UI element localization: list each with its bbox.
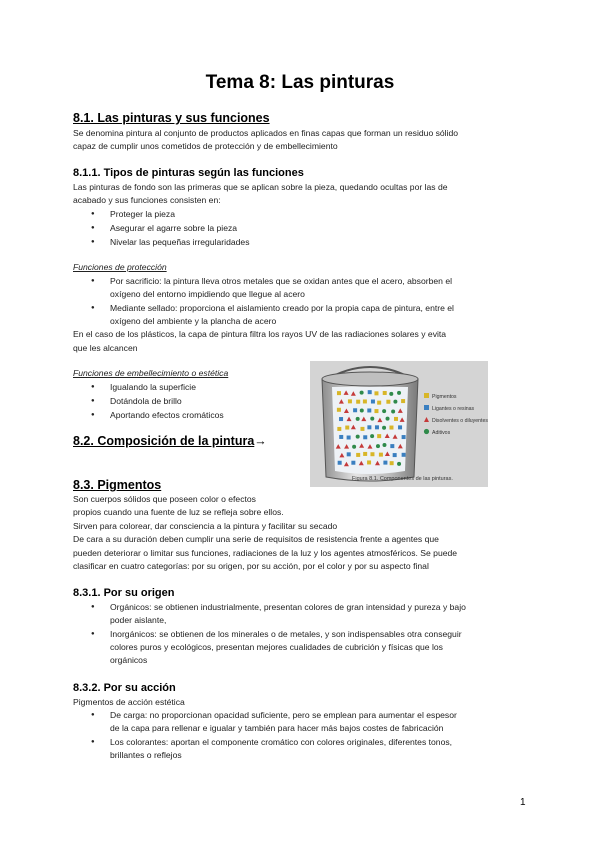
pigment-particle: [337, 427, 341, 431]
binder-particle: [368, 390, 372, 394]
binder-particle: [390, 444, 394, 448]
additive-particle: [352, 445, 356, 449]
binder-particle: [351, 461, 355, 465]
figure-caption: Figura 8.1. Componentes de las pinturas.: [352, 476, 453, 482]
list-item: ● Dotándola de brillo: [110, 395, 300, 408]
list-item-line: Por sacrificio: la pintura lleva otros metales que se oxidan antes que el acero, absorben el: [110, 276, 453, 286]
list-item-line: Inorgánicos: se obtienen de los minerales o de metales, y son indispensables otra conseguir: [110, 629, 462, 639]
additive-particle: [397, 462, 401, 466]
pigment-particle: [377, 401, 381, 405]
paragraph-line: Son cuerpos sólidos que poseen color o efectos: [73, 494, 256, 504]
pigment-particle: [356, 400, 360, 404]
figure-paint-can: [310, 361, 488, 487]
paragraph-line: Pigmentos de acción estética: [73, 697, 185, 707]
pigment-particle: [337, 391, 341, 395]
paragraph-line: propios cuando una fuente de luz se refleja sobre ellos.: [73, 507, 284, 517]
binder-particle: [339, 435, 343, 439]
additive-particle: [376, 444, 380, 448]
figure-legend: [424, 393, 488, 436]
list-item-line: orgánicos: [110, 655, 148, 665]
binder-particle: [367, 425, 371, 429]
additive-particle: [356, 417, 360, 421]
heading-8-3-1: 8.3.1. Por su origen: [73, 587, 175, 599]
paint-can-illustration: [310, 361, 488, 487]
pigment-particle: [345, 426, 349, 430]
pigment-particle: [401, 399, 405, 403]
heading-8-3-2: 8.3.2. Por su acción: [73, 682, 176, 694]
list-item: [110, 628, 530, 667]
binder-particle: [353, 408, 357, 412]
paragraph-line: Las pinturas de fondo son las primeras que se aplican sobre la pieza, quedando ocultas por las de: [73, 182, 448, 192]
list-item-line: colores puros y ecológicos, presentan mejores cualidades de cubrición y físicas que los: [110, 642, 443, 652]
pigment-particle: [390, 461, 394, 465]
binder-particle: [375, 425, 379, 429]
legend-pigment-icon: [424, 393, 429, 398]
pigment-particle: [363, 452, 367, 456]
subheading-proteccion: Funciones de protección: [73, 262, 167, 272]
pigment-particle: [370, 452, 374, 456]
paragraph-line: Sirven para colorear, dar consciencia a la pintura y facilitar su secado: [73, 521, 338, 531]
list-item-line: brillantes o reflejos: [110, 750, 182, 760]
heading-8-3: 8.3. Pigmentos: [73, 478, 162, 492]
arrow-icon: →: [254, 434, 267, 448]
pigment-particle: [356, 453, 360, 457]
binder-particle: [363, 435, 367, 439]
list-item-line: oxígeno del ambiente y la plancha de acero: [110, 316, 277, 326]
list-item-line: Los colorantes: aportan el componente cromático con colores originales, diferentes tonos,: [110, 737, 453, 747]
additive-particle: [389, 392, 393, 396]
binder-particle: [402, 435, 406, 439]
pigment-particle: [337, 408, 341, 412]
binder-particle: [402, 453, 406, 457]
list-item: ● Nivelar las pequeñas irregularidades: [110, 236, 530, 249]
additive-particle: [356, 435, 360, 439]
paragraph-line: Se denomina pintura al conjunto de productos aplicados en finas capas que forman un residuo sólido: [73, 128, 459, 138]
page-number: 1: [520, 797, 526, 808]
pigment-particle: [377, 434, 381, 438]
paragraph-line: De cara a su duración deben cumplir una serie de requisitos de resistencia frente a agentes que: [73, 534, 439, 544]
paragraph-line: pueden deteriorar o limitar sus funciones, radiaciones de la luz y los agentes atmosféricos. Se puede: [73, 548, 458, 558]
heading-8-2: [73, 434, 267, 448]
list-item: ● Asegurar el agarre sobre la pieza: [110, 222, 530, 235]
list-item-line: Mediante sellado: proporciona el aislamiento creado por la propia capa de pintura, entre el: [110, 303, 454, 313]
subheading-embellecimiento: Funciones de embellecimiento o estética: [73, 368, 229, 378]
paragraph-line: acabado y sus funciones consisten en:: [73, 195, 221, 205]
list-item: [110, 601, 530, 627]
additive-particle: [391, 409, 395, 413]
heading-8-1-1: 8.1.1. Tipos de pinturas según las funciones: [73, 167, 304, 179]
pigment-particle: [374, 409, 378, 413]
paragraph-line: capaz de cumplir unos cometidos de protección y de embellecimiento: [73, 141, 338, 151]
binder-particle: [347, 436, 351, 440]
pigment-particle: [394, 417, 398, 421]
additive-particle: [370, 434, 374, 438]
additive-particle: [382, 409, 386, 413]
additive-particle: [370, 417, 374, 421]
list-item-line: Orgánicos: se obtienen industrialmente, presentan colores de gran intensidad y pureza y bajo: [110, 602, 466, 612]
list-item-line: de la capa para rellenar e igualar y también para hacer más bajos costes de fabricación: [110, 723, 444, 733]
pigment-particle: [383, 391, 387, 395]
binder-particle: [398, 425, 402, 429]
additive-particle: [382, 443, 386, 447]
pigment-particle: [363, 399, 367, 403]
paragraph-line: clasificar en cuatro categorías: por su origen, por su acción, por el color y por su aspecto final: [73, 561, 429, 571]
list-item: [110, 302, 530, 328]
list-item-line: De carga: no proporcionan opacidad suficiente, pero se emplean para aumentar el espesor: [110, 710, 457, 720]
heading-8-2-text: 8.2. Composición de la pintura: [73, 434, 255, 448]
legend-label: Disolventes o diluyentes: [432, 418, 488, 424]
list-item-line: oxígeno del entorno impidiendo que llegue al acero: [110, 289, 305, 299]
list-item: ● Proteger la pieza: [110, 208, 530, 221]
legend-solvent-icon: [424, 417, 429, 422]
additive-particle: [360, 408, 364, 412]
list-item: [110, 736, 530, 762]
additive-particle: [360, 391, 364, 395]
legend-label: Aditivos: [432, 430, 451, 436]
legend-label: Pigmentos: [432, 394, 457, 400]
list-item-line: poder aislante,: [110, 615, 167, 625]
legend-binder-icon: [424, 405, 429, 410]
binder-particle: [339, 417, 343, 421]
page-title: Tema 8: Las pinturas: [205, 72, 395, 93]
binder-particle: [371, 400, 375, 404]
list-item: ● Igualando la superficie: [110, 381, 300, 394]
pigment-particle: [360, 427, 364, 431]
pigment-particle: [367, 460, 371, 464]
binder-particle: [347, 452, 351, 456]
list-item: ● Aportando efectos cromáticos: [110, 409, 300, 422]
pigment-particle: [374, 391, 378, 395]
paragraph-line: En el caso de los plásticos, la capa de pintura filtra los rayos UV de las radiaciones solares y evita: [73, 329, 447, 339]
pigment-particle: [379, 453, 383, 457]
additive-particle: [397, 391, 401, 395]
list-item: [110, 275, 530, 301]
additive-particle: [386, 417, 390, 421]
pigment-particle: [386, 400, 390, 404]
paragraph-line: que les alcancen: [73, 343, 138, 353]
binder-particle: [367, 408, 371, 412]
list-item: [110, 709, 530, 735]
additive-particle: [393, 400, 397, 404]
pigment-particle: [348, 399, 352, 403]
legend-label: Ligantes o resinas: [432, 406, 475, 412]
binder-particle: [338, 461, 342, 465]
heading-8-1: 8.1. Las pinturas y sus funciones: [73, 111, 270, 125]
binder-particle: [393, 453, 397, 457]
pigment-particle: [389, 426, 393, 430]
binder-particle: [383, 461, 387, 465]
legend-additive-icon: [424, 429, 429, 434]
can-rim: [322, 372, 418, 386]
additive-particle: [382, 426, 386, 430]
